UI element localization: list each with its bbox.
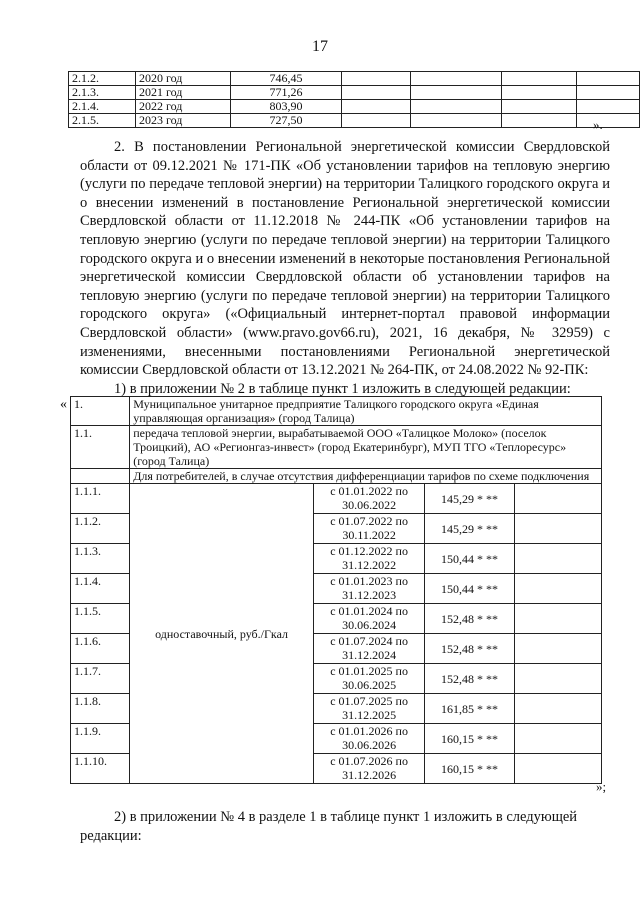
empty-cell <box>577 100 640 114</box>
period-end: 30.06.2025 <box>342 678 397 692</box>
tariff-table <box>70 396 602 784</box>
row-code-empty <box>71 469 130 484</box>
empty-cell <box>577 86 640 100</box>
row-code: 2.1.3. <box>69 86 136 100</box>
tariff-value: 145,29 * ** <box>425 514 514 544</box>
period-end: 31.12.2026 <box>342 768 397 782</box>
bottom-text <box>80 808 610 845</box>
empty-cell <box>514 694 601 724</box>
row-value: 803,90 <box>231 100 342 114</box>
empty-cell <box>514 484 601 514</box>
empty-cell <box>502 86 577 100</box>
service-description: передача тепловой энергии, вырабатываемой ООО «Талицкое Молоко» (поселок Троицкий), АО «Регионгаз-инвест» (город Екатеринбург), МУП ТГО «Теплоресурс» (город Талица) <box>130 426 602 469</box>
tariff-value: 152,48 * ** <box>425 634 514 664</box>
table-row <box>71 426 602 469</box>
tariff-value: 150,44 * ** <box>425 544 514 574</box>
empty-cell <box>342 114 411 128</box>
empty-cell <box>514 574 601 604</box>
closing-quote-top: ». <box>593 117 603 132</box>
period-end: 31.12.2023 <box>342 588 397 602</box>
row-code: 1.1.7. <box>71 664 130 694</box>
empty-cell <box>502 100 577 114</box>
empty-cell <box>514 664 601 694</box>
row-code: 1. <box>71 397 130 426</box>
tariff-value: 152,48 * ** <box>425 604 514 634</box>
organization-name: Муниципальное унитарное предприятие Талицкого городского округа «Единая управляющая организация» (город Талица) <box>130 397 602 426</box>
table-row <box>69 100 640 114</box>
empty-cell <box>502 72 577 86</box>
row-code: 1.1.1. <box>71 484 130 514</box>
top-tariff-table <box>68 71 640 128</box>
period-end: 30.06.2024 <box>342 618 397 632</box>
row-value: 727,50 <box>231 114 342 128</box>
period-end: 30.06.2022 <box>342 498 397 512</box>
period-start: с 01.01.2026 по <box>330 724 408 738</box>
tariff-value: 150,44 * ** <box>425 574 514 604</box>
period-start: с 01.07.2022 по <box>330 514 408 528</box>
period-end: 31.12.2024 <box>342 648 397 662</box>
empty-cell <box>514 544 601 574</box>
page-number: 17 <box>312 38 328 55</box>
period-start: с 01.01.2025 по <box>330 664 408 678</box>
tariff-value: 161,85 * ** <box>425 694 514 724</box>
subparagraph-1: 1) в приложении № 2 в таблице пункт 1 изложить в следующей редакции: <box>114 380 571 397</box>
subparagraph-2: 2) в приложении № 4 в разделе 1 в таблице пункт 1 изложить в следующей редакции: <box>80 809 578 844</box>
opening-quote: « <box>60 397 67 412</box>
empty-cell <box>577 114 640 128</box>
empty-cell <box>514 604 601 634</box>
consumers-note: Для потребителей, в случае отсутствия дифференциации тарифов по схеме подключения <box>130 469 602 484</box>
period-start: с 01.01.2024 по <box>330 604 408 618</box>
tariff-value: 160,15 * ** <box>425 754 514 784</box>
row-code: 1.1.9. <box>71 724 130 754</box>
paragraph-2: 2. В постановлении Региональной энергетической комиссии Свердловской области от 09.12.2021 № 171-ПК «Об установлении тарифов на тепловую энергию (услуги по передаче тепловой энергии) на территории Талицкого городского округа и о внесении изменений в постановление Региональной энергетической комиссии Свердловской области от 11.12.2018 № 244-ПК «Об установлении тарифов на тепловую энергию (услуги по передаче тепловой энергии) на территории Талицкого городского округа и о внесении изменений в некоторые постановления Региональной энергетической комиссии Свердловской области об установлении тарифов на тепловую энергию (услуги по передаче тепловой энергии) на территории Талицкого городского округа» («Официальный интернет-портал правовой информации Свердловской области» (www.pravo.gov66.ru), 2021, 16 декабря, № 32959) с изменениями, внесенными постановлениями Региональной энергетической комиссии Свердловской области от 13.12.2021 № 264-ПК, от 24.08.2022 № 92-ПК: <box>80 139 610 379</box>
period-cell <box>313 604 424 634</box>
period-end: 30.06.2026 <box>342 738 397 752</box>
period-end: 30.11.2022 <box>342 528 396 542</box>
row-code: 2.1.4. <box>69 100 136 114</box>
tariff-value: 160,15 * ** <box>425 724 514 754</box>
row-year: 2020 год <box>136 72 231 86</box>
tariff-kind: одноставочный, руб./Гкал <box>130 484 314 784</box>
row-value: 771,26 <box>231 86 342 100</box>
period-start: с 01.07.2025 по <box>330 694 408 708</box>
period-cell <box>313 634 424 664</box>
row-code: 1.1.2. <box>71 514 130 544</box>
period-cell <box>313 754 424 784</box>
tariff-value: 152,48 * ** <box>425 664 514 694</box>
period-start: с 01.01.2023 по <box>330 574 408 588</box>
empty-cell <box>411 72 502 86</box>
empty-cell <box>502 114 577 128</box>
empty-cell <box>342 72 411 86</box>
row-year: 2023 год <box>136 114 231 128</box>
closing-quote: »; <box>596 779 607 794</box>
row-code: 1.1.5. <box>71 604 130 634</box>
empty-cell <box>514 724 601 754</box>
row-code: 1.1.6. <box>71 634 130 664</box>
period-cell <box>313 694 424 724</box>
period-start: с 01.12.2022 по <box>330 544 408 558</box>
period-cell <box>313 514 424 544</box>
tariff-value: 145,29 * ** <box>425 484 514 514</box>
row-code: 1.1.3. <box>71 544 130 574</box>
empty-cell <box>411 100 502 114</box>
empty-cell <box>411 114 502 128</box>
row-year: 2021 год <box>136 86 231 100</box>
row-code: 1.1.4. <box>71 574 130 604</box>
body-text <box>80 138 610 398</box>
empty-cell <box>514 514 601 544</box>
period-start: с 01.07.2024 по <box>330 634 408 648</box>
empty-cell <box>577 72 640 86</box>
row-value: 746,45 <box>231 72 342 86</box>
row-code: 2.1.5. <box>69 114 136 128</box>
period-start: с 01.07.2026 по <box>330 754 408 768</box>
row-year: 2022 год <box>136 100 231 114</box>
empty-cell <box>342 100 411 114</box>
period-end: 31.12.2022 <box>342 558 397 572</box>
period-end: 31.12.2025 <box>342 708 397 722</box>
table-row <box>69 114 640 128</box>
row-code: 1.1.8. <box>71 694 130 724</box>
empty-cell <box>514 634 601 664</box>
row-code: 1.1.10. <box>71 754 130 784</box>
row-code: 1.1. <box>71 426 130 469</box>
period-start: с 01.01.2022 по <box>330 484 408 498</box>
empty-cell <box>514 754 601 784</box>
period-cell <box>313 544 424 574</box>
period-cell <box>313 484 424 514</box>
empty-cell <box>411 86 502 100</box>
table-row <box>71 484 602 514</box>
table-row <box>69 86 640 100</box>
period-cell <box>313 574 424 604</box>
table-row <box>71 397 602 426</box>
period-cell <box>313 724 424 754</box>
table-row <box>69 72 640 86</box>
period-cell <box>313 664 424 694</box>
row-code: 2.1.2. <box>69 72 136 86</box>
empty-cell <box>342 86 411 100</box>
table-row <box>71 469 602 484</box>
